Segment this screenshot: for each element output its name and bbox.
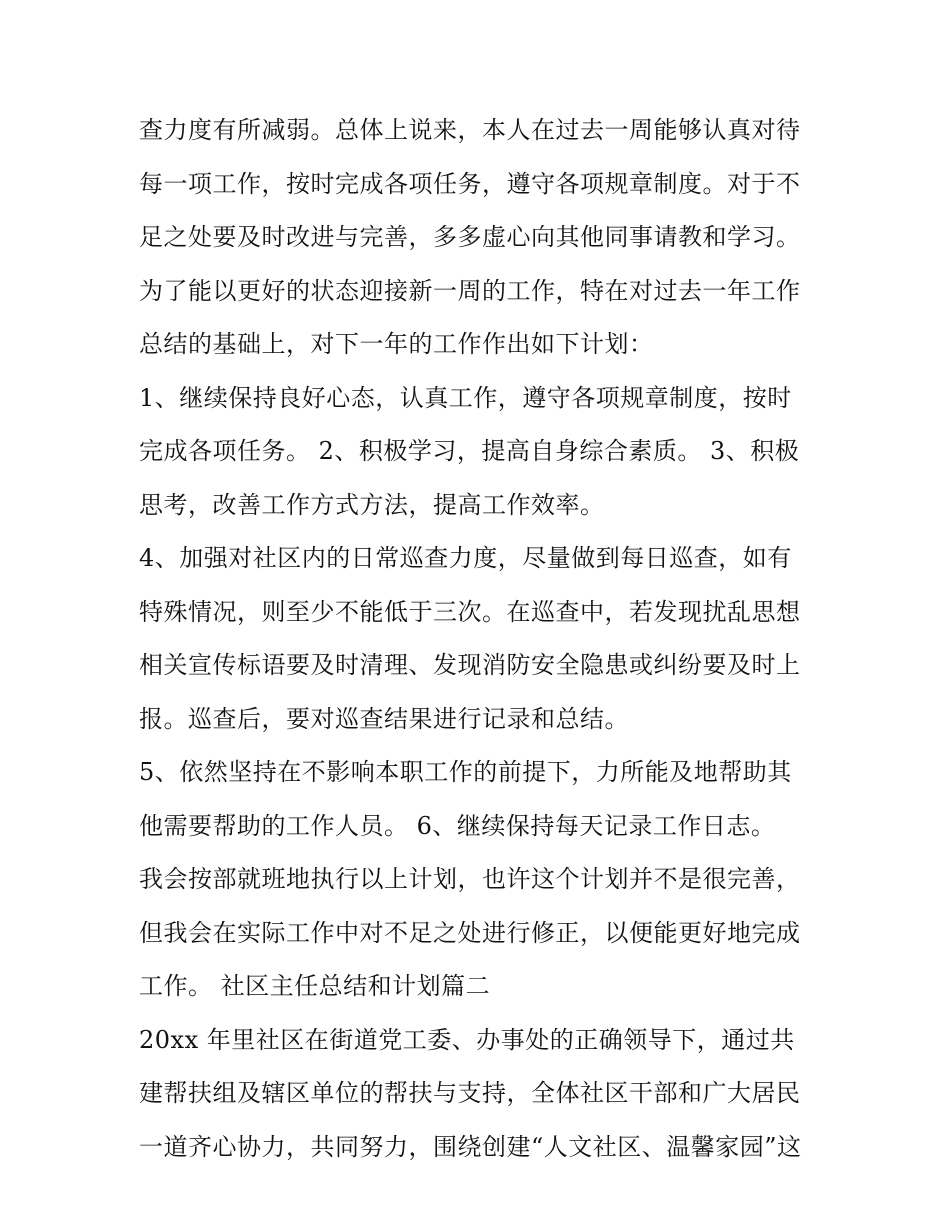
text-line: 为了能以更好的状态迎接新一周的工作，特在对过去一年工作 [139,276,801,305]
text-line: 特殊情况，则至少不能低于三次。在巡查中，若发现扰乱思想 [139,597,801,626]
text-line: 工作。 社区主任总结和计划篇二 [139,972,491,1000]
text-line: 思考，改善工作方式方法，提高工作效率。 [139,490,605,519]
text-line: 完成各项任务。 2、积极学习，提高自身综合素质。 3、积极 [139,437,800,465]
text-line: 一道齐心协力，共同努力，围绕创建“人文社区、温馨家园”这 [139,1132,802,1161]
text-line: 他需要帮助的工作人员。 6、继续保持每天记录工作日志。 [139,811,776,840]
text-line: 报。巡查后，要对巡查结果进行记录和总结。 [139,704,629,733]
text-line: 1、继续保持良好心态，认真工作，遵守各项规章制度，按时 [139,383,792,412]
text-line: 总结的基础上，对下一年的工作作出如下计划： [139,330,654,358]
text-line: 足之处要及时改进与完善，多多虚心向其他同事请教和学习。 [139,223,801,251]
body-text [139,104,829,1174]
text-line: 4、加强对社区内的日常巡查力度，尽量做到每日巡查，如有 [139,544,792,572]
text-line: 建帮扶组及辖区单位的帮扶与支持，全体社区干部和广大居民 [139,1079,801,1107]
text-line: 相关宣传标语要及时清理、发现消防安全隐患或纠纷要及时上 [139,651,801,679]
text-line: 20xx 年里社区在街道党工委、办事处的正确领导下，通过共 [139,1025,795,1054]
text-line: 查力度有所减弱。总体上说来，本人在过去一周能够认真对待 [139,116,801,144]
text-line: 但我会在实际工作中对不足之处进行修正，以便能更好地完成 [139,918,801,947]
text-line: 5、依然坚持在不影响本职工作的前提下，力所能及地帮助其 [139,758,792,786]
text-line: 每一项工作，按时完成各项任务，遵守各项规章制度。对于不 [139,169,801,198]
text-line: 我会按部就班地执行以上计划，也许这个计划并不是很完善， [139,865,801,893]
